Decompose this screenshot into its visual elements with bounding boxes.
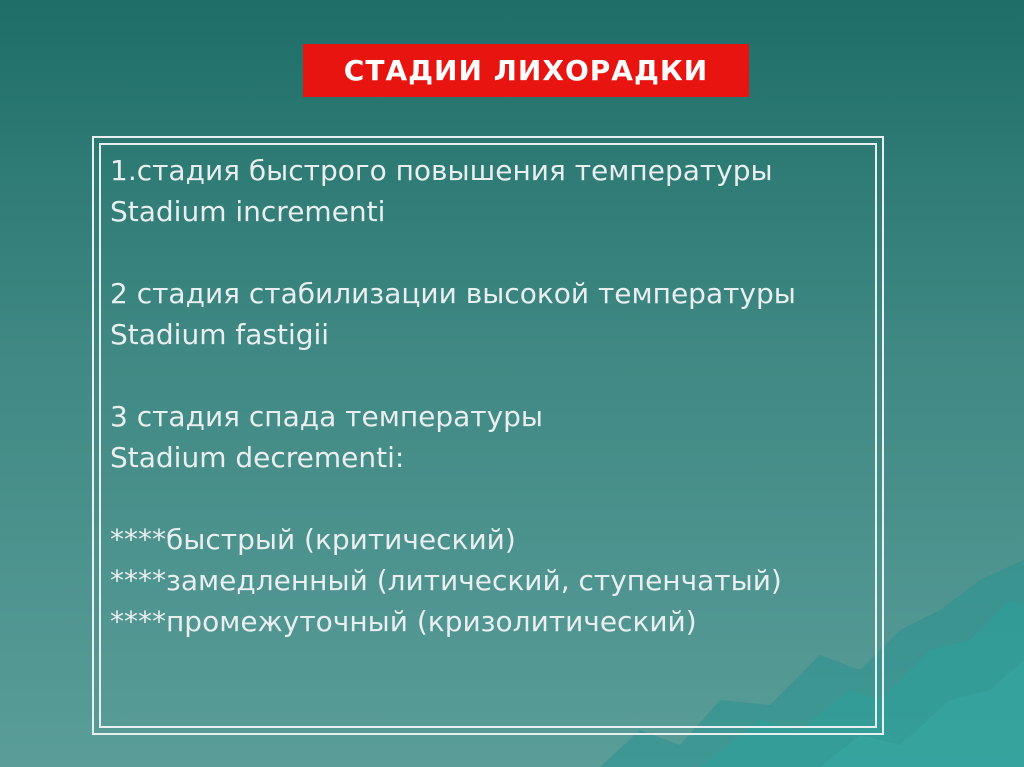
stage-1-ru: 1.стадия быстрого повышения температуры (110, 154, 773, 187)
stage-2-latin: Stadium fastigii (110, 318, 330, 351)
stage-3-ru: 3 стадия спада температуры (110, 400, 544, 433)
stage-2-ru: 2 стадия стабилизации высокой температуры (110, 277, 796, 310)
spacer (110, 478, 910, 519)
decrement-type-intermediate: ****промежуточный (кризолитический) (110, 605, 697, 638)
slide-content (110, 150, 910, 642)
slide-title: СТАДИИ ЛИХОРАДКИ (343, 54, 709, 87)
spacer (110, 232, 910, 273)
stage-3-latin: Stadium decrementi: (110, 441, 405, 474)
decrement-type-slow: ****замедленный (литический, ступенчатый) (110, 564, 782, 597)
stage-1-latin: Stadium incrementi (110, 195, 386, 228)
decrement-type-fast: ****быстрый (критический) (110, 523, 516, 556)
slide-title-box (303, 44, 749, 97)
spacer (110, 355, 910, 396)
